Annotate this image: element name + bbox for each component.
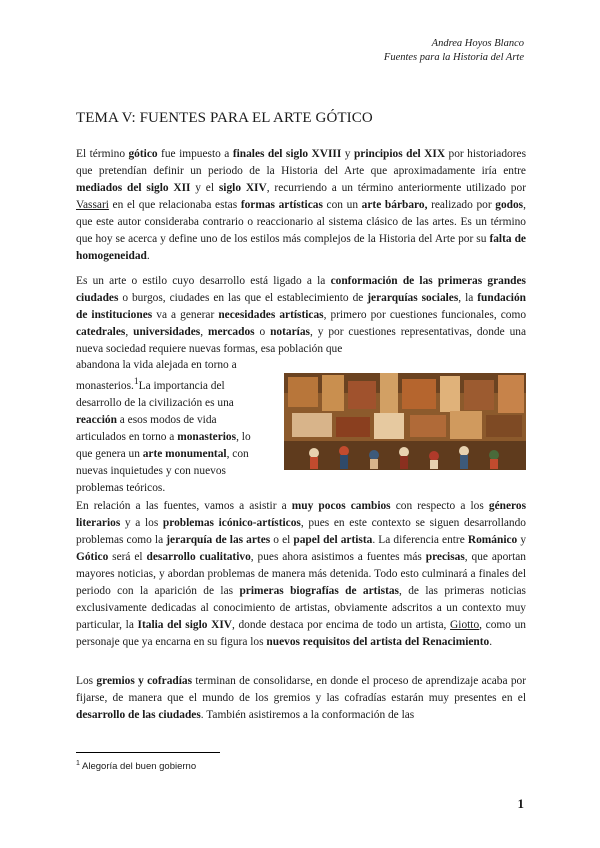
text-run: Los: [76, 675, 97, 687]
text-run: por historiadores que pretendían definir un periodo de la Historia del Arte que aproximadamente iría entre: [76, 148, 526, 177]
bold-term: fundación de instituciones: [76, 292, 526, 321]
text-run: En relación a las fuentes, vamos a asistir a: [76, 500, 292, 512]
text-run: realizado por: [427, 199, 496, 211]
bold-term: desarrollo de las ciudades: [76, 709, 201, 721]
text-run: . La diferencia entre: [372, 534, 468, 546]
bold-term: jerarquías sociales: [367, 292, 459, 304]
bold-term: desarrollo cualitativo: [146, 551, 251, 563]
paragraph-fuentes: [76, 498, 526, 651]
text-run: con un: [322, 199, 362, 211]
bold-term: principios del XIX: [353, 148, 446, 160]
bold-term: godos: [495, 199, 524, 211]
bold-term: conformación de las primeras grandes ciudades: [76, 275, 526, 304]
page-title: TEMA V: FUENTES PARA EL ARTE GÓTICO: [76, 110, 373, 126]
text-run: y: [341, 148, 354, 160]
footnote: [76, 760, 196, 772]
bold-term: precisas: [425, 551, 465, 563]
text-run: a esos modos de vida articulados en torno a: [76, 413, 217, 443]
page-header: [384, 37, 524, 65]
text-run: o el: [270, 534, 294, 546]
text-run: abandona la vida alejada en torno a monasterios.: [76, 359, 237, 392]
bold-term: arte monumental: [142, 447, 227, 460]
header-author: Andrea Hoyos Blanco: [431, 38, 524, 49]
text-run: .: [489, 636, 493, 648]
underlined-name: Giotto: [450, 619, 480, 631]
text-run: , que aportan mayores noticias, y abordan problemas de manera más detenida. Todo esto culminará a finales del periodo con la aparición de las: [76, 551, 527, 597]
text-run: , de las primeras noticias exclusivamente dedicadas al conocimiento de artistas, obviamente adscritos a un contexto muy particular, la: [76, 585, 526, 631]
text-run: será el: [108, 551, 147, 563]
bold-term: universidades: [133, 326, 201, 338]
bold-term: catedrales: [76, 326, 126, 338]
text-run: , con nuevas inquietudes y con nuevos problemas teóricos.: [76, 447, 249, 494]
underlined-name: Vassari: [76, 199, 109, 211]
text-run: y a los: [120, 517, 163, 529]
bold-term: muy pocos cambios: [291, 500, 391, 512]
text-run: , pues en este contexto se siguen desarrollando problemas como la: [76, 517, 526, 546]
text-run: El término: [76, 148, 129, 160]
text-run: La importancia del desarrollo de la civilización es una: [76, 379, 234, 409]
bold-term: nuevos requisitos del artista del Renacimiento: [266, 636, 490, 648]
bold-term: jerarquía de las artes: [166, 534, 271, 546]
text-run: ,: [125, 326, 134, 338]
bold-term: gótico: [128, 148, 158, 160]
text-run: ,: [200, 326, 208, 338]
bold-term: problemas icónico-artísticos: [162, 517, 301, 529]
bold-term: mediados del siglo XII: [76, 182, 191, 194]
text-run: o: [254, 326, 271, 338]
text-run: terminan de consolidarse, en donde el proceso de aprendizaje acaba por fijarse, de manera que el mundo de los gremios y las cofradías estarán muy presentes en el: [76, 675, 527, 704]
text-run: Es un arte o estilo cuyo desarrollo está ligado a la: [76, 275, 331, 287]
bold-term: falta de homogeneidad: [76, 233, 526, 262]
fresco-image: [284, 373, 526, 470]
text-run: en el que relacionaba estas: [108, 199, 241, 211]
bold-term: reacción: [76, 413, 117, 426]
bold-term: finales del siglo XVIII: [232, 148, 342, 160]
text-run: .: [146, 250, 150, 262]
bold-term: notarías: [270, 326, 310, 338]
bold-term: papel del artista: [293, 534, 373, 546]
bold-term: siglo XIV: [218, 182, 267, 194]
text-run: , primero por cuestiones funcionales, como: [323, 309, 527, 321]
text-run: fue impuesto a: [157, 148, 233, 160]
footnote-separator: [76, 752, 220, 753]
footnote-text: Alegoría del buen gobierno: [82, 761, 197, 773]
bold-term: formas artísticas: [240, 199, 323, 211]
text-run: , la: [458, 292, 478, 304]
bold-term: Gótico: [76, 551, 109, 563]
text-run: . También asistiremos a la conformación de las: [200, 709, 415, 721]
text-run: , que este autor consideraba contrario o reaccionario al sistema clásico de las artes. Es un término que hoy se acerca y define uno de los estilos más complejos de la Historia del Arte por su: [76, 199, 526, 245]
header-course: Fuentes para la Historia del Arte: [383, 52, 524, 63]
footnote-ref: 1: [133, 377, 139, 387]
paragraph-monasterios: [76, 357, 266, 497]
bold-term: gremios y cofradías: [96, 675, 193, 687]
bold-term: Italia del siglo XIV: [137, 619, 232, 631]
footnote-number: 1: [76, 760, 80, 767]
text-run: , y por cuestiones representativas, donde una nueva sociedad requiere nuevas formas, esa población que: [76, 326, 527, 355]
text-run: , recurriendo a un término anteriormente utilizado por: [266, 182, 526, 194]
page-number: 1: [517, 796, 524, 811]
bold-term: Románico: [467, 534, 518, 546]
paragraph-gotico-origen: [76, 146, 526, 265]
paragraph-ciudades: [76, 273, 526, 358]
text-run: , lo que genera un: [76, 430, 251, 460]
text-run: o burgos, ciudades en las que el establecimiento de: [118, 292, 368, 304]
text-run: , pues ahora asistimos a fuentes más: [250, 551, 426, 563]
text-run: , como un personaje que ya encarna en su figura los: [76, 619, 526, 648]
bold-term: arte bárbaro,: [361, 199, 428, 211]
text-run: , donde destaca por encima de todo un artista,: [231, 619, 451, 631]
paragraph-gremios: [76, 673, 526, 724]
bold-term: monasterios: [177, 430, 237, 443]
text-run: y: [517, 534, 527, 546]
text-run: va a generar: [152, 309, 219, 321]
text-run: con respecto a los: [390, 500, 489, 512]
bold-term: géneros literarios: [76, 500, 527, 529]
text-run: y el: [190, 182, 219, 194]
bold-term: primeras biografías de artistas: [239, 585, 399, 597]
bold-term: necesidades artísticas: [218, 309, 324, 321]
bold-term: mercados: [207, 326, 255, 338]
